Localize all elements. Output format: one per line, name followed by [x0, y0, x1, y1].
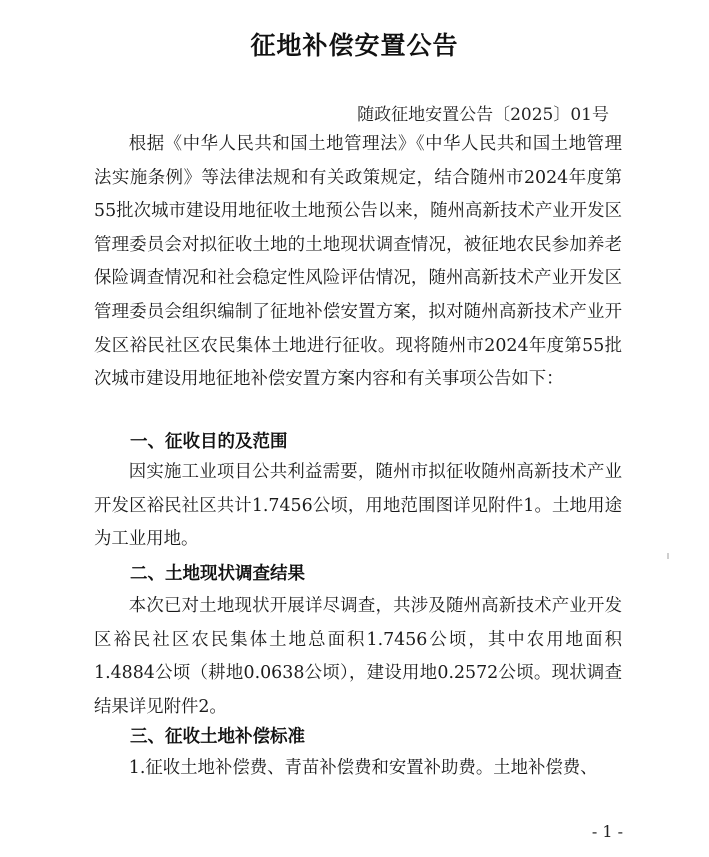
section-3-paragraph: 1.征收土地补偿费、青苗补偿费和安置补助费。土地补偿费、	[128, 758, 598, 778]
intro-paragraph: 根据《中华人民共和国土地管理法》《中华人民共和国土地管理法实施条例》等法律法规和有关政策规定，结合随州市2024年度第55批次城市建设用地征收土地预公告以来，随州高新技术产业开发区管理委员会对拟征收土地的土地现状调查情况，被征地农民参加养老保险调查情况和社会稳定性风险评估情况，随州高新技术产业开发区管理委员会组织编制了征地补偿安置方案，拟对随州高新技术产业开发区裕民社区农民集体土地进行征收。现将随州市2024年度第55批次城市建设用地征地补偿安置方案内容和有关事项公告如下：	[94, 134, 622, 390]
section-heading-3: 三、征收土地补偿标准	[130, 727, 305, 747]
page-number: - 1 -	[591, 822, 623, 841]
section-1-paragraph: 因实施工业项目公共利益需要，随州市拟征收随州高新技术产业开发区裕民社区共计1.7456公顷，用地范围图详见附件1。土地用途为工业用地。	[94, 462, 622, 550]
margin-mark	[667, 553, 669, 559]
section-heading-1: 一、征收目的及范围	[130, 432, 288, 452]
document-number: 随政征地安置公告〔2025〕01号	[357, 105, 609, 125]
section-2-paragraph: 本次已对土地现状开展详尽调查，共涉及随州高新技术产业开发区裕民社区农民集体土地总面积1.7456公顷，其中农用地面积1.4884公顷（耕地0.0638公顷），建设用地0.2572公顷。现状调查结果详见附件2。	[94, 596, 622, 717]
section-heading-2: 二、土地现状调查结果	[130, 564, 305, 584]
document-title: 征地补偿安置公告	[250, 31, 459, 60]
